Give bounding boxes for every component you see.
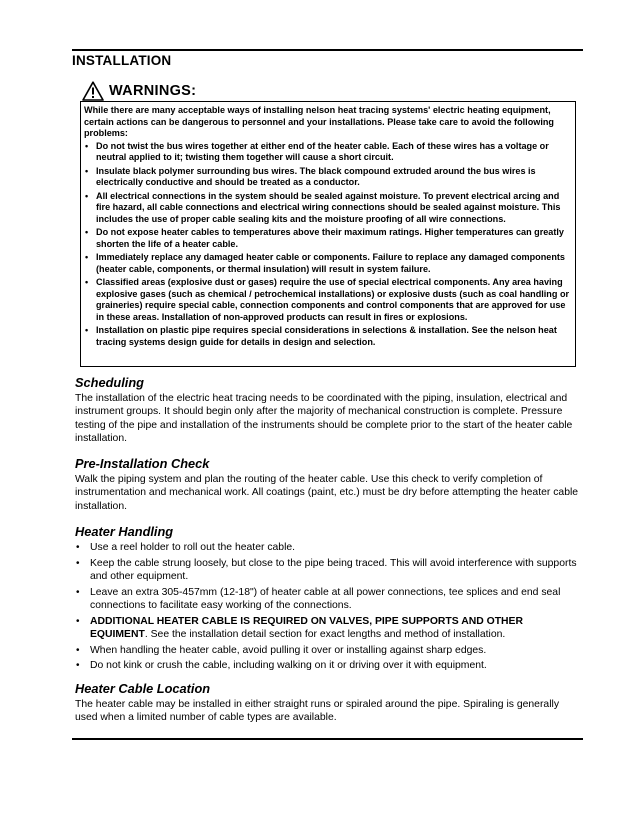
handling-item: • When handling the heater cable, avoid pulling it over or installing against sharp edges. (75, 644, 581, 657)
top-rule (72, 49, 583, 51)
scheduling-heading: Scheduling (75, 375, 144, 390)
pre-installation-heading: Pre-Installation Check (75, 456, 210, 471)
cable-location-heading: Heater Cable Location (75, 681, 211, 696)
handling-item: • Keep the cable strung loosely, but close to the pipe being traced. This will avoid interference with supports and other equipment. (75, 557, 581, 584)
bottom-rule (72, 738, 583, 740)
warning-item: • Do not expose heater cables to temperatures above their maximum ratings. Higher temperatures can greatly shorten the life of a heater cable. (84, 227, 571, 250)
handling-item: • Do not kink or crush the cable, including walking on it or driving over it with equipment. (75, 659, 581, 672)
warnings-list (84, 141, 571, 349)
handling-item-rest: . See the installation detail section for exact lengths and method of installation. (144, 628, 506, 640)
scheduling-text: The installation of the electric heat tracing needs to be coordinated with the piping, insulation, electrical and instrument groups. It should begin only after the majority of mechanical construction is complete. Pressure testing of the pipe and installation of the instruments should be complete prior to the start of the heater cable installation. (75, 393, 573, 444)
warnings-header (82, 81, 196, 101)
pre-installation-text: Walk the piping system and plan the routing of the heater cable. Use this check to verify completion of instrumentation and mechanical work. All coatings (paint, etc.) must be dry before attempting the heater cable installation. (75, 474, 579, 512)
warning-item: • Immediately replace any damaged heater cable or components. Failure to replace any damaged components (heater cable, components, or thermal insulation) will result in system failure. (84, 252, 571, 275)
warning-item: • All electrical connections in the system should be sealed against moisture. To prevent electrical arcing and fire hazard, all cable connections and electrical wiring connections should be sealed against moisture. This includes the use of proper cable sealing kits and the moisture proofing of all wire connections. (84, 191, 571, 226)
warning-item: • Classified areas (explosive dust or gases) require the use of special electrical components. Any area having explosive gases (such as chemical / petrochemical installations) or explosive dusts (such as coal handling or graineries) require special cable, connection components and control components that are approved for use in these areas. Installation of non-approved products can result in fires or explosions. (84, 277, 571, 323)
warnings-title: WARNINGS: (109, 83, 197, 99)
handling-item: • Leave an extra 305-457mm (12-18") of heater cable at all power connections, tee splices and end seal connections to facilitate easy working of the connections. (75, 586, 581, 613)
warnings-intro: While there are many acceptable ways of installing nelson heat tracing systems' electric heating equipment, certain actions can be dangerous to personnel and your installations. Please take care to avoid the following problems: (84, 105, 554, 139)
handling-item (75, 615, 581, 642)
section-title: INSTALLATION (72, 53, 172, 68)
heater-handling-heading: Heater Handling (75, 524, 174, 539)
warning-item: • Insulate black polymer surrounding bus wires. The black compound extruded around the bus wires is electrically conductive and should be treated as a conductor. (84, 166, 571, 189)
cable-location-text: The heater cable may be installed in either straight runs or spiraled around the pipe. Spiraling is generally used when a limited number of cable types are available. (75, 699, 560, 724)
warnings-box (80, 101, 576, 367)
warning-item: • Do not twist the bus wires together at either end of the heater cable. Each of these wires has a voltage or neutral applied to it; twisting them together will cause a short circuit. (84, 141, 571, 164)
handling-item-bold: ADDITIONAL HEATER CABLE IS REQUIRED ON VALVES, PIPE SUPPORTS AND OTHER EQUIMENT (90, 615, 523, 640)
warning-triangle-icon (82, 81, 104, 101)
handling-item: • Use a reel holder to roll out the heater cable. (75, 541, 581, 554)
heater-handling-list (75, 541, 581, 675)
warning-item: • Installation on plastic pipe requires special considerations in selections & installation. See the nelson heat tracing systems design guide for details in design and selection. (84, 325, 571, 348)
